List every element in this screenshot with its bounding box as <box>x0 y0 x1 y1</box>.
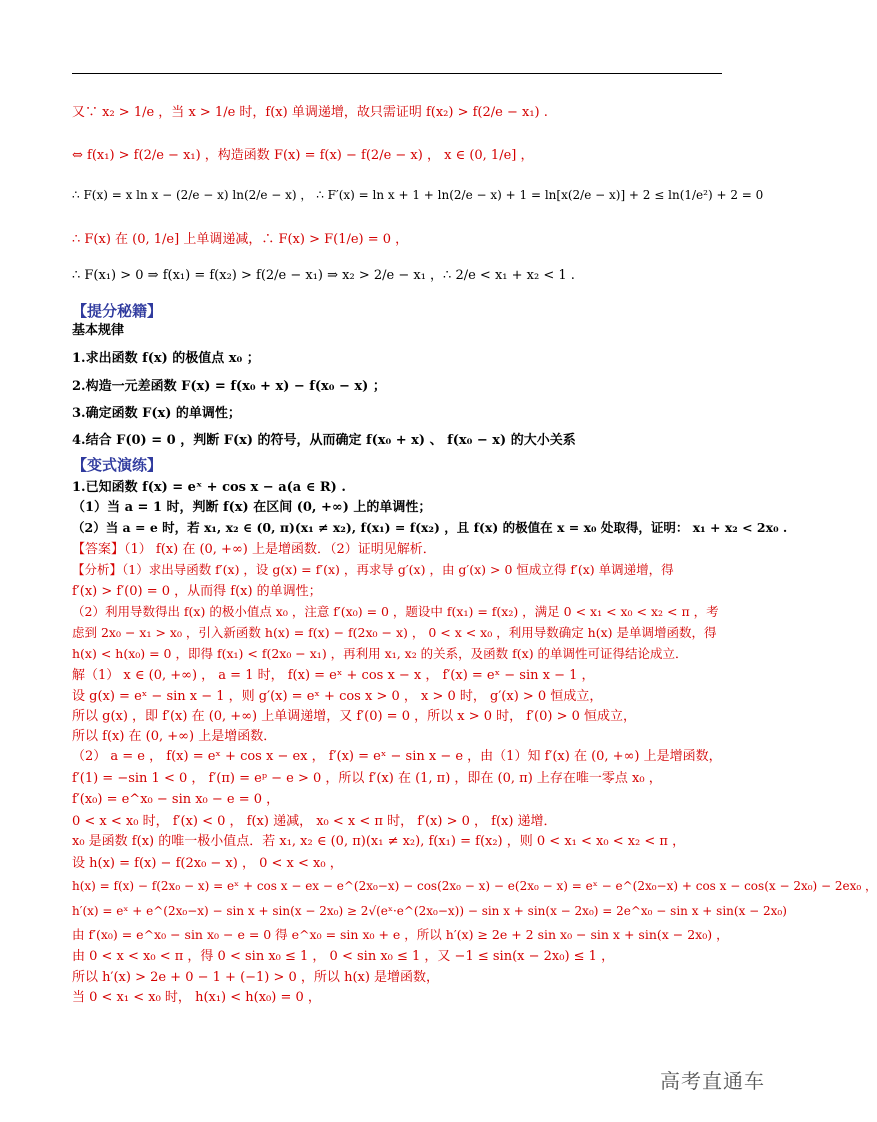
solution-line-12: h′(x) = eˣ + e^(2x₀−x) − sin x + sin(x − 2x₀) ≥ 2√(eˣ·e^(2x₀−x)) − sin x + sin(x − 2x₀) = 2e^x₀ − sin x + sin(x − 2x₀) <box>72 904 787 918</box>
watermark-text: 高考直通车 <box>660 1069 765 1093</box>
analysis-line-2: f′(x) > f′(0) = 0 ，从而得 f(x) 的单调性； <box>72 584 322 599</box>
solution-line-5: （2） a = e ， f(x) = eˣ + cos x − ex ， f′(x) = eˣ − sin x − e ，由（1）知 f′(x) 在 (0, +∞) 上是增函数， <box>72 749 722 764</box>
proof-line-2: ⇔ f(x₁) > f(2/e − x₁) ，构造函数 F(x) = f(x) − f(2/e − x) ， x ∈ (0, 1/e] ， <box>72 148 534 163</box>
proof-line-3: ∴ F(x) = x ln x − (2/e − x) ln(2/e − x) ， ∴ F′(x) = ln x + 1 + ln(2/e − x) + 1 = ln[x(2/e − x)] + 2 ≤ ln(1/e²) + 2 = 0 <box>72 188 764 202</box>
proof-line-5: ∴ F(x₁) > 0 ⇒ f(x₁) = f(x₂) > f(2/e − x₁) ⇒ x₂ > 2/e − x₁ ，∴ 2/e < x₁ + x₂ < 1 . <box>72 268 575 283</box>
problem-statement: 1.已知函数 f(x) = eˣ + cos x − a(a ∈ R) . <box>72 480 346 495</box>
section-heading-tips: 【提分秘籍】 <box>72 302 163 320</box>
solution-line-2: 设 g(x) = eˣ − sin x − 1 ，则 g′(x) = eˣ + cos x > 0 ， x > 0 时， g′(x) > 0 恒成立， <box>72 689 603 704</box>
solution-line-1: 解（1） x ∈ (0, +∞) ， a = 1 时， f(x) = eˣ + cos x − x ， f′(x) = eˣ − sin x − 1 ， <box>72 668 595 683</box>
solution-line-14: 由 0 < x < x₀ < π ，得 0 < sin x₀ ≤ 1 ， 0 < sin x₀ ≤ 1 ，又 −1 ≤ sin(x − 2x₀) ≤ 1 ， <box>72 949 615 964</box>
solution-line-6: f′(1) = −sin 1 < 0 ， f′(π) = eᵖ − e > 0 ，所以 f′(x) 在 (1, π) ，即在 (0, π) 上存在唯一零点 x₀ ， <box>72 771 662 786</box>
rule-step-3: 3.确定函数 F(x) 的单调性； <box>72 406 241 421</box>
problem-part-1: （1）当 a = 1 时，判断 f(x) 在区间 (0, +∞) 上的单调性； <box>72 500 432 515</box>
analysis-line-3: （2）利用导数得出 f(x) 的极小值点 x₀ ，注意 f′(x₀) = 0 ，题设中 f(x₁) = f(x₂) ，满足 0 < x₁ < x₀ < x₂ < π ，考 <box>72 604 719 619</box>
answer-line: 【答案】（1） f(x) 在 (0, +∞) 上是增函数．（2）证明见解析． <box>72 542 436 557</box>
section-heading-practice: 【变式演练】 <box>72 456 163 474</box>
solution-line-4: 所以 f(x) 在 (0, +∞) 上是增函数． <box>72 729 277 744</box>
proof-line-4: ∴ F(x) 在 (0, 1/e] 上单调递减，∴ F(x) > F(1/e) = 0 ， <box>72 232 409 247</box>
rule-step-4: 4.结合 F(0) = 0 ，判断 F(x) 的符号，从而确定 f(x₀ + x) 、 f(x₀ − x) 的大小关系 <box>72 433 576 448</box>
basic-rule-title: 基本规律 <box>72 323 125 338</box>
solution-line-8: 0 < x < x₀ 时， f′(x) < 0 ， f(x) 递减， x₀ < x < π 时， f′(x) > 0 ， f(x) 递增． <box>72 814 557 829</box>
solution-line-7: f′(x₀) = e^x₀ − sin x₀ − e = 0 ， <box>72 792 280 807</box>
solution-line-16: 当 0 < x₁ < x₀ 时， h(x₁) < h(x₀) = 0 ， <box>72 990 321 1005</box>
solution-line-13: 由 f′(x₀) = e^x₀ − sin x₀ − e = 0 得 e^x₀ = sin x₀ + e ，所以 h′(x) ≥ 2e + 2 sin x₀ − sin x + sin(x − 2x₀) ， <box>72 927 729 942</box>
header-rule <box>72 73 722 74</box>
analysis-line-1: 【分析】（1）求出导函数 f′(x) ，设 g(x) = f′(x) ，再求导 g′(x) ，由 g′(x) > 0 恒成立得 f′(x) 单调递增，得 <box>72 562 674 577</box>
analysis-line-4: 虑到 2x₀ − x₁ > x₀ ，引入新函数 h(x) = f(x) − f(2x₀ − x) ， 0 < x < x₀ ，利用导数确定 h(x) 是单调增函数，得 <box>72 625 717 640</box>
analysis-line-5: h(x) < h(x₀) = 0 ，即得 f(x₁) < f(2x₀ − x₁) ，再利用 x₁, x₂ 的关系，及函数 f(x) 的单调性可证得结论成立． <box>72 646 688 661</box>
rule-step-2: 2.构造一元差函数 F(x) = f(x₀ + x) − f(x₀ − x) ； <box>72 379 386 394</box>
solution-line-9: x₀ 是函数 f(x) 的唯一极小值点．若 x₁, x₂ ∈ (0, π)(x₁ ≠ x₂), f(x₁) = f(x₂) ，则 0 < x₁ < x₀ < x₂ < π ， <box>72 834 686 849</box>
problem-part-2: （2）当 a = e 时，若 x₁, x₂ ∈ (0, π)(x₁ ≠ x₂), f(x₁) = f(x₂) ，且 f(x) 的极值在 x = x₀ 处取得，证明： x₁ + x₂ < 2x₀ . <box>72 520 788 535</box>
proof-line-1: 又∵ x₂ > 1/e ，当 x > 1/e 时，f(x) 单调递增，故只需证明 f(x₂) > f(2/e − x₁) . <box>72 105 548 120</box>
solution-line-3: 所以 g(x) ，即 f′(x) 在 (0, +∞) 上单调递增，又 f′(0) = 0 ，所以 x > 0 时， f′(0) > 0 恒成立， <box>72 709 636 724</box>
rule-step-1: 1.求出函数 f(x) 的极值点 x₀ ； <box>72 351 260 366</box>
solution-line-11: h(x) = f(x) − f(2x₀ − x) = eˣ + cos x − ex − e^(2x₀−x) − cos(2x₀ − x) − e(2x₀ − x) = eˣ − e^(2x₀−x) + cos x − cos(x − 2x₀) − 2ex₀ ， <box>72 879 877 893</box>
solution-line-10: 设 h(x) = f(x) − f(2x₀ − x) ， 0 < x < x₀ ， <box>72 856 343 871</box>
solution-line-15: 所以 h′(x) > 2e + 0 − 1 + (−1) > 0 ，所以 h(x) 是增函数， <box>72 970 440 985</box>
